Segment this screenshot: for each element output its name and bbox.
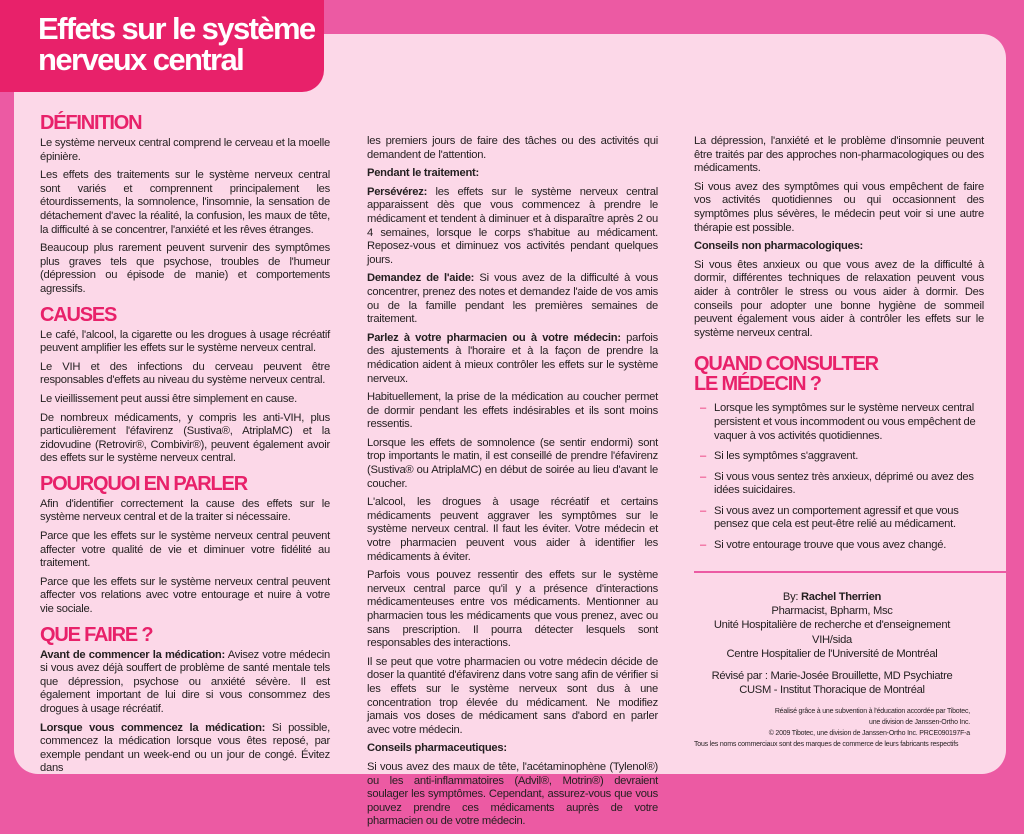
body-paragraph: Lorsque les effets de somnolence (se sentir endormi) sont trop importants le matin, il est conseillé de prendre l'éfavirenz (Sustiva® ou AtriplaMC) en début de soirée au lieu d'avant le coucher. xyxy=(367,436,658,490)
heading-causes: CAUSES xyxy=(40,303,117,326)
subheading-non-pharma: Conseils non pharmacologiques: xyxy=(694,240,864,253)
que-faire-paragraph xyxy=(40,722,330,776)
que-faire-paragraph xyxy=(40,649,330,717)
causes-paragraph: Le vieillissement peut aussi être simplement en cause. xyxy=(40,392,297,405)
body-text: les effets sur le système nerveux central apparaissent dès que vous commencez à prendre le médicament et tendent à diminuer et à disparaître après 2 ou 4 semaines, lorsque le corps s'habitue au médicament. Reposez-vous et diminuez vos activités pendant quelques jours. xyxy=(367,185,658,266)
list-item-text: Lorsque les symptômes sur le système nerveux central persistent et vous incommodent ou vous empêchent de vaquer à vos activités quotidiennes. xyxy=(714,402,976,442)
body-text: Avisez votre médecin si vous avez déjà souffert de problème de santé mentale tels que dépression, psychose ou anxiété sévère. Il est également important de lui dire si vous consommez des drogues à usage récréatif. xyxy=(40,648,330,715)
definition-paragraph: Le système nerveux central comprend le cerveau et la moelle épinière. xyxy=(40,137,330,163)
credit-line: Pharmacist, Bpharm, Msc xyxy=(771,605,893,618)
dash-bullet: – xyxy=(700,504,706,517)
body-paragraph: Si vous avez des symptômes qui vous empêchent de faire vos activités quotidiennes ou qui occasionnent des symptômes plus sévères, le médecin peut voir si une autre thérapie est possible. xyxy=(694,180,984,234)
causes-paragraph: Le café, l'alcool, la cigarette ou les drogues à usage récréatif peuvent amplifier les effets sur le système nerveux central. xyxy=(40,328,330,355)
pourquoi-paragraph: Afin d'identifier correctement la cause des effets sur le système nerveux central et de la traiter si nécessaire. xyxy=(40,497,330,524)
list-item xyxy=(700,505,984,532)
heading-que-faire: QUE FAIRE ? xyxy=(40,623,153,646)
body-text: Si vous avez de la difficulté à vous concentrer, prenez des notes et demandez l'aide de vos amis ou de la famille pendant les premières semaines de traitement. xyxy=(367,272,659,326)
body-paragraph xyxy=(367,332,658,386)
definition-paragraph: Beaucoup plus rarement peuvent survenir des symptômes plus graves tels que psychose, troubles de l'humeur (dépression ou épisode de manie) et comportements agressifs. xyxy=(40,242,330,295)
body-text: Si possible, commencez la médication lorsque vous êtes reposé, par exemple pendant un week-end ou un jour de congé. Évitez dans xyxy=(40,721,330,775)
heading-pourquoi: POURQUOI EN PARLER xyxy=(40,472,247,495)
dash-bullet: – xyxy=(700,470,706,483)
body-paragraph: L'alcool, les drogues à usage récréatif et certains médicaments peuvent aggraver les symptômes sur le système nerveux central. Il faut les éviter. Votre médecin et votre pharmacien peuvent vous aider à identifier les médicaments à éviter. xyxy=(367,496,658,563)
list-item-text: Si vous vous sentez très anxieux, déprimé ou avez des idées suicidaires. xyxy=(714,470,974,497)
fine-print xyxy=(684,706,970,750)
body-paragraph xyxy=(367,272,658,326)
column-3 xyxy=(694,135,984,560)
list-item-text: Si les symptômes s'aggravent. xyxy=(714,450,859,463)
consult-list xyxy=(700,402,984,552)
body-paragraph: Habituellement, la prise de la médication au coucher permet de dormir pendant les effets indésirables et ils sont moins ressentis. xyxy=(367,391,658,431)
subheading-pendant: Pendant le traitement: xyxy=(367,167,479,180)
body-paragraph: Il se peut que votre pharmacien ou votre médecin décide de doser la quantité d'éfavirenz dans votre sang afin de vérifier si les effets sur le système nerveux sont dus à une concentration trop élevée du médicament. Ne modifiez jamais vos doses de médicament sans d'abord en parler avec votre médecin. xyxy=(367,655,658,736)
reviewer-line: CUSM - Institut Thoracique de Montréal xyxy=(739,684,925,697)
body-text: parfois des ajustements à l'horaire et à la façon de prendre la médication aident à mieux contrôler les effets sur le système nerveux. xyxy=(367,331,658,385)
fine-line: © 2009 Tibotec, une division de Janssen-Ortho Inc. PRCE090197F-a xyxy=(768,730,970,737)
body-paragraph: Si vous avez des maux de tête, l'acétaminophène (Tylenol®) ou les anti-inflammatoires (Advil®, Motrin®) devraient soulager les symptômes. Cependant, assurez-vous que vous pouvez prendre ces médicaments auprès de votre pharmacien ou de votre médecin. xyxy=(367,760,658,828)
pourquoi-paragraph: Parce que les effets sur le système nerveux central peuvent affecter votre qualité de vie et diminuer votre fidélité au traitement. xyxy=(40,530,330,570)
column-1 xyxy=(40,113,330,781)
fine-line: Tous les noms commerciaux sont des marques de commerce de leurs fabricants respectifs xyxy=(694,741,959,748)
credits-block xyxy=(694,590,970,697)
body-paragraph: La dépression, l'anxiété et le problème d'insomnie peuvent être traités par des approches non-pharmacologiques ou des médicaments. xyxy=(694,135,984,175)
body-paragraph xyxy=(367,186,658,268)
lead-text: Demandez de l'aide: xyxy=(367,272,475,285)
list-item-text: Si vous avez un comportement agressif et que vous pensez que cela est peut-être relié au médicament. xyxy=(714,504,959,531)
definition-paragraph: Les effets des traitements sur le système nerveux central sont variés et comprennent principalement les étourdissements, la somnolence, l'insomnie, la sensation de détachement d'avec la réalité, la confusion, les maux de tête, la difficulté à se concentrer, l'anxiété et les rêves étranges. xyxy=(40,169,330,236)
fine-line: une division de Janssen-Ortho Inc. xyxy=(869,719,970,726)
title-banner xyxy=(0,0,324,92)
author-line xyxy=(694,590,970,604)
dash-bullet: – xyxy=(700,539,706,552)
dash-bullet: – xyxy=(700,450,706,463)
causes-paragraph: Le VIH et des infections du cerveau peuvent être responsables d'effets au niveau du système nerveux central. xyxy=(40,360,330,387)
lead-text: Lorsque vous commencez la médication: xyxy=(40,721,266,734)
credit-line: Unité Hospitalière de recherche et d'enseignement VIH/sida xyxy=(713,619,951,646)
causes-paragraph: De nombreux médicaments, y compris les anti-VIH, plus particulièrement l'éfavirenz (Sustiva®, AtriplaMC) et la zidovudine (Retrovir®, Combivir®), peuvent également avoir des effets sur le système nerveux central. xyxy=(40,411,330,465)
page-title: Effets sur le système nerveux central xyxy=(38,11,315,77)
lead-text: Avant de commencer la médication: xyxy=(40,648,225,661)
body-paragraph: Si vous êtes anxieux ou que vous avez de la difficulté à dormir, différentes techniques de relaxation peuvent vous aider à contrôler le stress ou vous aider à dormir. Des conseils pour adopter une bonne hygiène de sommeil peuvent également vous aider à contrôler les effets sur le système nerveux central. xyxy=(694,258,984,339)
author-prefix: By: xyxy=(782,591,801,603)
body-paragraph: Parfois vous pouvez ressentir des effets sur le système nerveux central parce qu'il y a présence d'interactions médicamenteuses entre vos médicaments. Mentionner au pharmacien tous les médicaments que vous prenez, avec ou sans prescription. Il pourra détecter lesquels sont responsables des interactions. xyxy=(367,569,658,650)
author-name: Rachel Therrien xyxy=(801,591,882,603)
body-paragraph: les premiers jours de faire des tâches ou des activités qui demandent de l'attention. xyxy=(367,135,658,161)
list-item-text: Si votre entourage trouve que vous avez changé. xyxy=(714,539,947,552)
reviewer-line: Révisé par : Marie-Josée Brouillette, MD Psychiatre xyxy=(711,670,953,683)
dash-bullet: – xyxy=(700,402,706,415)
list-item xyxy=(700,471,984,498)
subheading-conseils: Conseils pharmaceutiques: xyxy=(367,742,507,755)
pourquoi-paragraph: Parce que les effets sur le système nerveux central peuvent affecter vos relations avec votre entourage et nuire à votre vie sociale. xyxy=(40,575,330,616)
list-item xyxy=(700,539,984,553)
credit-line: Centre Hospitalier de l'Université de Montréal xyxy=(726,647,938,660)
heading-definition: DÉFINITION xyxy=(40,112,142,134)
list-item xyxy=(700,450,984,464)
list-item xyxy=(700,402,984,443)
heading-quand-consulter: QUAND CONSULTER LE MÉDECIN ? xyxy=(694,353,878,396)
fine-line: Réalisé grâce à une subvention à l'éducation accordée par Tibotec, xyxy=(774,708,970,715)
lead-text: Persévérez: xyxy=(367,185,428,198)
column-2 xyxy=(367,135,658,834)
lead-text: Parlez à votre pharmacien ou à votre médecin: xyxy=(367,331,621,344)
section-divider xyxy=(694,571,1006,573)
